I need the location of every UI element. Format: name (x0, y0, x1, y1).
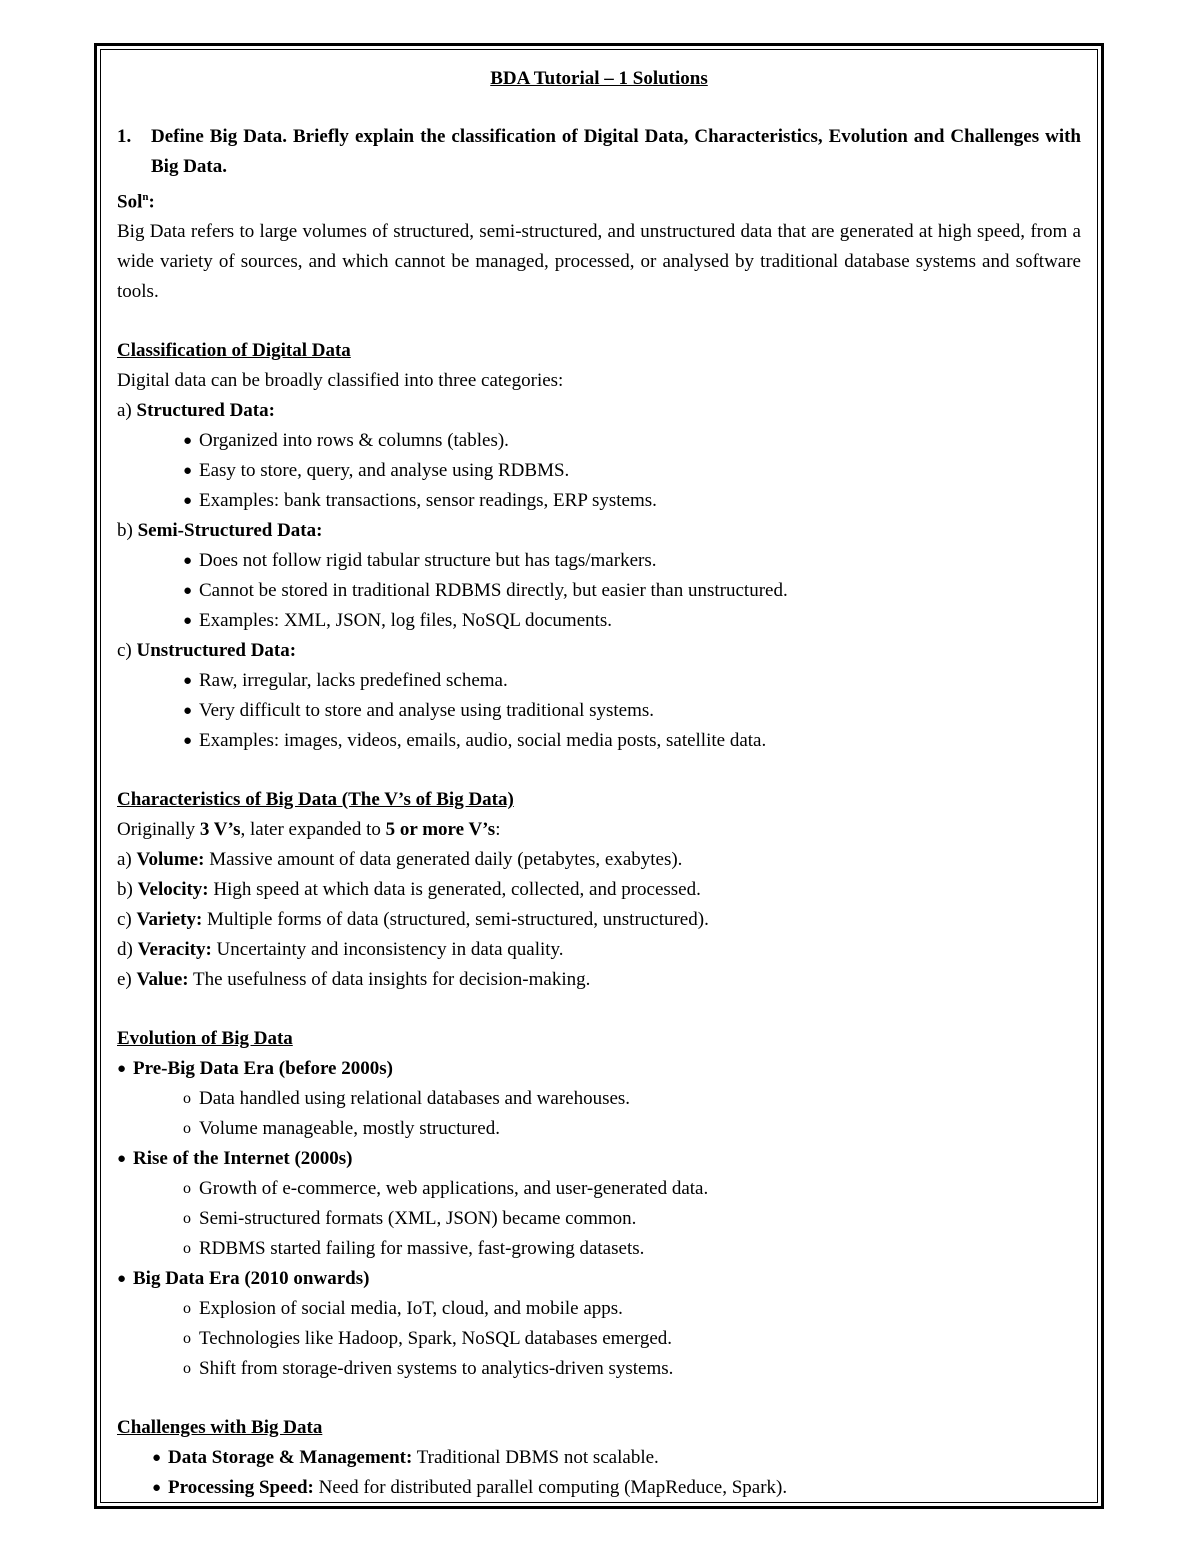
list-item (183, 726, 1081, 756)
characteristics-list (117, 845, 1081, 995)
section-heading-classification: Classification of Digital Data (117, 340, 351, 362)
characteristic-desc: Massive amount of data generated daily (petabytes, exabytes). (204, 849, 683, 871)
era-name: Rise of the Internet (2000s) (133, 1148, 353, 1170)
bullet-icon: ● (183, 613, 193, 630)
bullet-icon: ● (183, 433, 193, 450)
question-1 (117, 122, 1081, 182)
sub-bullet-icon: o (183, 1210, 191, 1228)
list-item (183, 486, 1081, 516)
question-text: Define Big Data. Briefly explain the classification of Digital Data, Characteristics, Evolution and Challenges with Big Data. (151, 126, 1081, 177)
challenges-list (117, 1443, 1081, 1503)
category-heading (117, 636, 1081, 666)
document-title: BDA Tutorial – 1 Solutions (490, 68, 708, 89)
category-heading (117, 396, 1081, 426)
list-item-text: Cannot be stored in traditional RDBMS directly, but easier than unstructured. (199, 580, 788, 602)
characteristic-desc: Multiple forms of data (structured, semi-structured, unstructured). (202, 909, 709, 931)
characteristic-item (117, 965, 1081, 995)
characteristic-desc: Uncertainty and inconsistency in data quality. (211, 939, 564, 961)
challenge-term: Data Storage & Management: (168, 1447, 413, 1469)
category-name: Structured Data: (136, 400, 275, 422)
characteristics-intro: Originally 3 V’s, later expanded to 5 or more V’s: (117, 819, 501, 841)
category-prefix: c) (117, 640, 137, 662)
era-heading (117, 1264, 1081, 1294)
sub-bullet-icon: o (183, 1180, 191, 1198)
characteristic-term: Value: (136, 969, 189, 991)
list-item-text: Organized into rows & columns (tables). (199, 430, 509, 452)
classification-intro: Digital data can be broadly classified into three categories: (117, 370, 564, 392)
challenge-desc: Need for distributed parallel computing (MapReduce, Spark). (313, 1477, 788, 1499)
bullet-icon: ● (183, 703, 193, 720)
characteristic-term: Volume: (136, 849, 205, 871)
bullet-icon: ● (117, 1061, 127, 1078)
sub-bullet-icon: o (183, 1330, 191, 1348)
list-item-text: Examples: XML, JSON, log files, NoSQL documents. (199, 610, 613, 632)
characteristic-item (117, 935, 1081, 965)
category-bullets (117, 426, 1081, 516)
sub-bullet-icon: o (183, 1360, 191, 1378)
challenge-item (152, 1473, 1081, 1503)
list-item (183, 1294, 1081, 1324)
solution-label: Sol$^n$: (117, 191, 155, 213)
list-item (183, 1174, 1081, 1204)
list-item (183, 1324, 1081, 1354)
bullet-icon: ● (152, 1480, 162, 1497)
document-body (117, 64, 1081, 1503)
list-item-text: Raw, irregular, lacks predefined schema. (199, 670, 508, 692)
classification-categories (117, 396, 1081, 756)
list-item (183, 576, 1081, 606)
category-heading (117, 516, 1081, 546)
bullet-icon: ● (183, 553, 193, 570)
characteristic-prefix: b) (117, 879, 138, 901)
characteristic-term: Velocity: (137, 879, 209, 901)
list-item (183, 426, 1081, 456)
challenge-text (168, 1443, 659, 1473)
list-item-text: Semi-structured formats (XML, JSON) became common. (199, 1208, 637, 1230)
category-bullets (117, 546, 1081, 636)
bullet-icon: ● (117, 1151, 127, 1168)
list-item (183, 1354, 1081, 1384)
challenge-text (168, 1473, 787, 1503)
list-item (183, 1114, 1081, 1144)
characteristic-prefix: d) (117, 939, 138, 961)
era-name: Pre-Big Data Era (before 2000s) (133, 1058, 393, 1080)
characteristic-prefix: a) (117, 849, 137, 871)
section-heading-characteristics: Characteristics of Big Data (The V’s of Big Data) (117, 789, 514, 811)
characteristic-term: Veracity: (137, 939, 212, 961)
bullet-icon: ● (183, 673, 193, 690)
list-item-text: Growth of e-commerce, web applications, and user-generated data. (199, 1178, 709, 1200)
list-item-text: Technologies like Hadoop, Spark, NoSQL databases emerged. (199, 1328, 673, 1350)
bullet-icon: ● (152, 1450, 162, 1467)
category-name: Unstructured Data: (136, 640, 297, 662)
sub-bullet-icon: o (183, 1240, 191, 1258)
era-bullets (117, 1294, 1081, 1384)
question-number: 1. (117, 126, 132, 147)
characteristic-desc: The usefulness of data insights for decision-making. (188, 969, 591, 991)
list-item (183, 456, 1081, 486)
list-item (183, 1204, 1081, 1234)
bullet-icon: ● (183, 463, 193, 480)
list-item-text: Easy to store, query, and analyse using RDBMS. (199, 460, 570, 482)
category-name: Semi-Structured Data: (137, 520, 323, 542)
list-item-text: Very difficult to store and analyse using traditional systems. (199, 700, 655, 722)
list-item-text: Examples: bank transactions, sensor readings, ERP systems. (199, 490, 657, 512)
category-prefix: a) (117, 400, 137, 422)
sub-bullet-icon: o (183, 1300, 191, 1318)
characteristic-desc: High speed at which data is generated, collected, and processed. (208, 879, 701, 901)
bullet-icon: ● (117, 1271, 127, 1288)
section-heading-challenges: Challenges with Big Data (117, 1417, 323, 1439)
list-item-text: RDBMS started failing for massive, fast-growing datasets. (199, 1238, 645, 1260)
definition-paragraph: Big Data refers to large volumes of structured, semi-structured, and unstructured data that are generated at high speed, from a wide variety of sources, and which cannot be managed, processed, or analysed by traditional database systems and software tools. (117, 221, 1081, 303)
era-bullets (117, 1084, 1081, 1144)
characteristic-item (117, 905, 1081, 935)
characteristic-item (117, 845, 1081, 875)
bullet-icon: ● (183, 493, 193, 510)
list-item (183, 1084, 1081, 1114)
section-heading-evolution: Evolution of Big Data (117, 1028, 293, 1050)
list-item (183, 546, 1081, 576)
era-heading (117, 1144, 1081, 1174)
list-item (183, 1234, 1081, 1264)
list-item-text: Shift from storage-driven systems to analytics-driven systems. (199, 1358, 674, 1380)
characteristic-item (117, 875, 1081, 905)
characteristic-term: Variety: (136, 909, 203, 931)
sub-bullet-icon: o (183, 1090, 191, 1108)
characteristic-prefix: c) (117, 909, 137, 931)
list-item-text: Explosion of social media, IoT, cloud, and mobile apps. (199, 1298, 623, 1320)
characteristic-prefix: e) (117, 969, 137, 991)
category-bullets (117, 666, 1081, 756)
list-item (183, 666, 1081, 696)
list-item-text: Does not follow rigid tabular structure but has tags/markers. (199, 550, 657, 572)
era-name: Big Data Era (2010 onwards) (133, 1268, 370, 1290)
era-heading (117, 1054, 1081, 1084)
list-item (183, 696, 1081, 726)
category-prefix: b) (117, 520, 138, 542)
list-item-text: Data handled using relational databases and warehouses. (199, 1088, 631, 1110)
evolution-list (117, 1054, 1081, 1384)
challenge-desc: Traditional DBMS not scalable. (412, 1447, 659, 1469)
list-item (183, 606, 1081, 636)
sub-bullet-icon: o (183, 1120, 191, 1138)
bullet-icon: ● (183, 583, 193, 600)
bullet-icon: ● (183, 733, 193, 750)
challenge-term: Processing Speed: (168, 1477, 314, 1499)
era-bullets (117, 1174, 1081, 1264)
challenge-item (152, 1443, 1081, 1473)
list-item-text: Volume manageable, mostly structured. (199, 1118, 500, 1140)
list-item-text: Examples: images, videos, emails, audio, social media posts, satellite data. (199, 730, 767, 752)
